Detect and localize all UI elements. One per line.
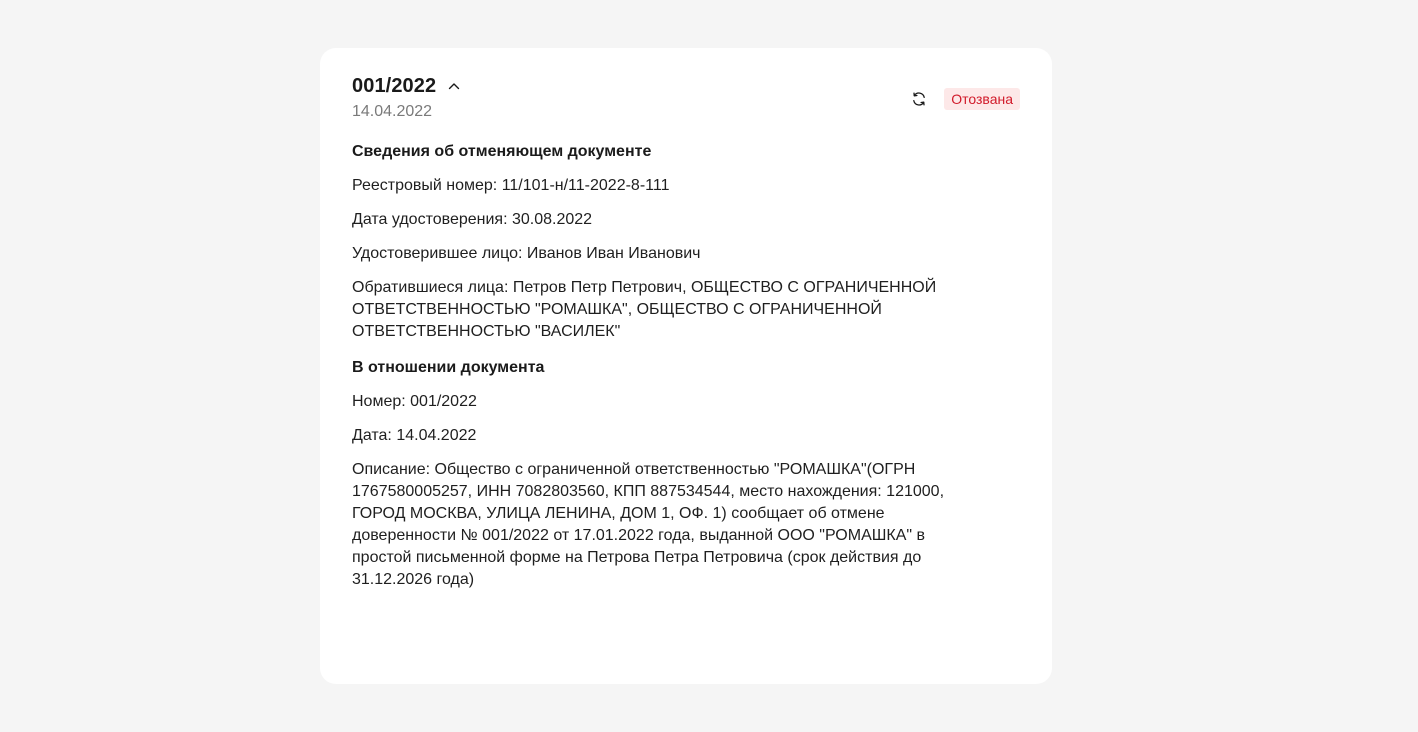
header-actions: [910, 88, 1020, 110]
document-number: 001/2022: [352, 74, 437, 97]
applicants: Обратившиеся лица: Петров Петр Петрович, ОБЩЕСТВО С ОГРАНИЧЕННОЙ ОТВЕТСТВЕННОСТЬЮ "РОМАШКА", ОБЩЕСТВО С ОГРАНИЧЕННОЙ ОТВЕТСТВЕННОСТЬЮ "ВАСИЛЕК": [352, 279, 937, 340]
document-date: 14.04.2022: [352, 103, 433, 120]
revoking-section-heading: Сведения об отменяющем документе: [352, 143, 652, 160]
certification-date: Дата удостоверения: 30.08.2022: [352, 211, 593, 228]
target-date: Дата: 14.04.2022: [352, 427, 477, 444]
certifier: Удостоверившее лицо: Иванов Иван Иванович: [352, 245, 701, 262]
registry-number: Реестровый номер: 11/101-н/11-2022-8-111: [352, 177, 670, 194]
card-header: [352, 74, 1020, 130]
target-section-heading: В отношении документа: [352, 359, 545, 376]
status-badge: Отозвана: [944, 88, 1020, 110]
revocation-card: [320, 48, 1052, 684]
target-description: Описание: Общество с ограниченной ответственностью "РОМАШКА"(ОГРН 1767580005257, ИНН 7082803560, КПП 887534544, место нахождения: 121000, ГОРОД МОСКВА, УЛИЦА ЛЕНИНА, ДОМ 1, ОФ. 1) сообщает об отмене доверенности № 001/2022 от 17.01.2022 года, выданной ООО "РОМАШКА" в простой письменной форме на Петрова Петра Петровича (срок действия до 31.12.2026 года): [352, 461, 945, 588]
target-number: Номер: 001/2022: [352, 393, 477, 410]
chevron-up-icon[interactable]: [446, 78, 462, 94]
refresh-icon[interactable]: [910, 90, 928, 108]
